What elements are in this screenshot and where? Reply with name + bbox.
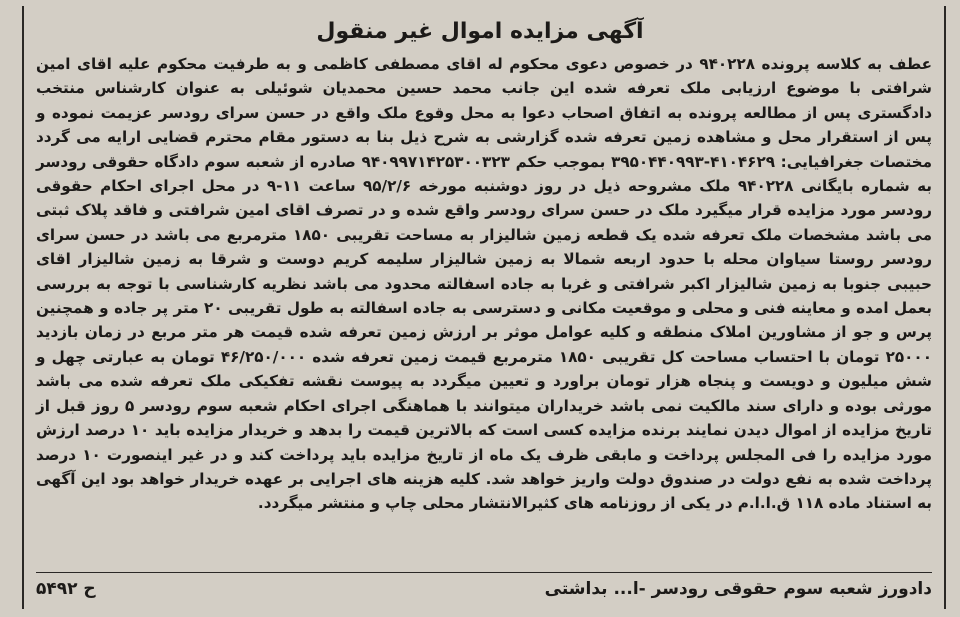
notice-code: ح ۵۴۹۲ [36, 579, 96, 599]
notice-title: آگهی مزایده اموال غیر منقول [316, 19, 644, 44]
notice-body: عطف به کلاسه پرونده ۹۴۰۲۲۸ در خصوص دعوی محکوم له اقای مصطفی کاظمی و به طرفیت محکوم علیه اقای امین شرافتی با موضوع ارزیابی ملک تعرفه شده این جانب محمد حسین محمدیان شوئیلی به عنوان کارشناس منتخب دادگستری پس از مطالعه پرونده به اتفاق اصحاب دعوا به محل وقوع ملک واقع در حسن سرای رودسر عزیمت نموده و پس از استقرار محل و مشاهده زمین تعرفه شده گزارشی به شرح ذیل بنا به دستور مقام محترم قضایی ارایه می گردد مختصات جغرافیایی: ۴۱۰۴۶۲۹-۳۹۵۰۴۴۰۹۹۳ بموجب حکم ۹۴۰۹۹۷۱۴۲۵۳۰۰۳۲۳ صادره از شعبه سوم دادگاه حقوقی رودسر به شماره بایگانی ۹۴۰۲۲۸ ملک مشروحه ذیل در روز دوشنبه مورخه ۹۵/۲/۶ ساعت ۱۱-۹ در محل اجرای احکام حقوقی رودسر مورد مزایده قرار میگیرد ملک در حسن سرای رودسر واقع شده و در تصرف اقای امین شرافتی و فاقد پلاک ثبتی می باشد مشخصات ملک تعرفه شده یک قطعه زمین شالیزار به مساحت تقریبی ۱۸۵۰ مترمربع می باشد در حسن سرای رودسر روستا سیاوان محله با حدود اربعه شمالا به زمین شالیزار سلیمه کریم دوست و شرقا به زمین شالیزار اقای حبیبی جنوبا به زمین شالیزار اکبر شرافتی و غربا به جاده اسفالته محدود می باشد نظریه کارشناسی با توجه به بررسی بعمل امده و معاینه فنی و محلی و موقعیت مکانی و دسترسی به جاده اسفالته به طول تقریبی ۲۰ متر پر جاده و همچنین پرس و جو از مشاورین املاک منطقه و کلیه عوامل موثر بر ارزش زمین تعرفه شده قیمت هر متر مربع در زمان بازدید ۲۵۰۰۰ تومان با احتساب مساحت کل تقریبی ۱۸۵۰ مترمربع قیمت زمین تعرفه شده ۴۶/۲۵۰/۰۰۰ تومان به عبارتی چهل و شش میلیون و دویست و پنجاه هزار تومان براورد و تعیین میگردد به پیوست نقشه تفکیکی ملک تعرفه شده می باشد مورثی بوده و دارای سند مالکیت نمی باشد خریداران میتوانند با هماهنگی اجرای احکام شعبه سوم رودسر ۵ روز قبل از تاریخ مزایده از اموال دیدن نمایند برنده مزایده کسی است که بالاترین قیمت را بدهد و خریدار مزایده باید ۱۰ درصد ارزش مورد مزایده را فی المجلس پرداخت و مابقی ظرف یک ماه از تاریخ مزایده باید پرداخت کند و در غیر اینصورت ۱۰ درصد پرداخت شده به نفع دولت در صندوق دولت واریز خواهد شد. کلیه هزینه های اجرایی بر عهده خریدار خواهد بود این آگهی به استناد ماده ۱۱۸ ق.ا.ا.م در یکی از روزنامه های کثیرالانتشار محلی چاپ و منتشر میگردد. [36, 55, 933, 513]
notice-footer [36, 576, 932, 602]
footer-divider [36, 572, 932, 573]
notice-signer: دادورز شعبه سوم حقوقی رودسر -ا... بداشتی [544, 579, 932, 599]
